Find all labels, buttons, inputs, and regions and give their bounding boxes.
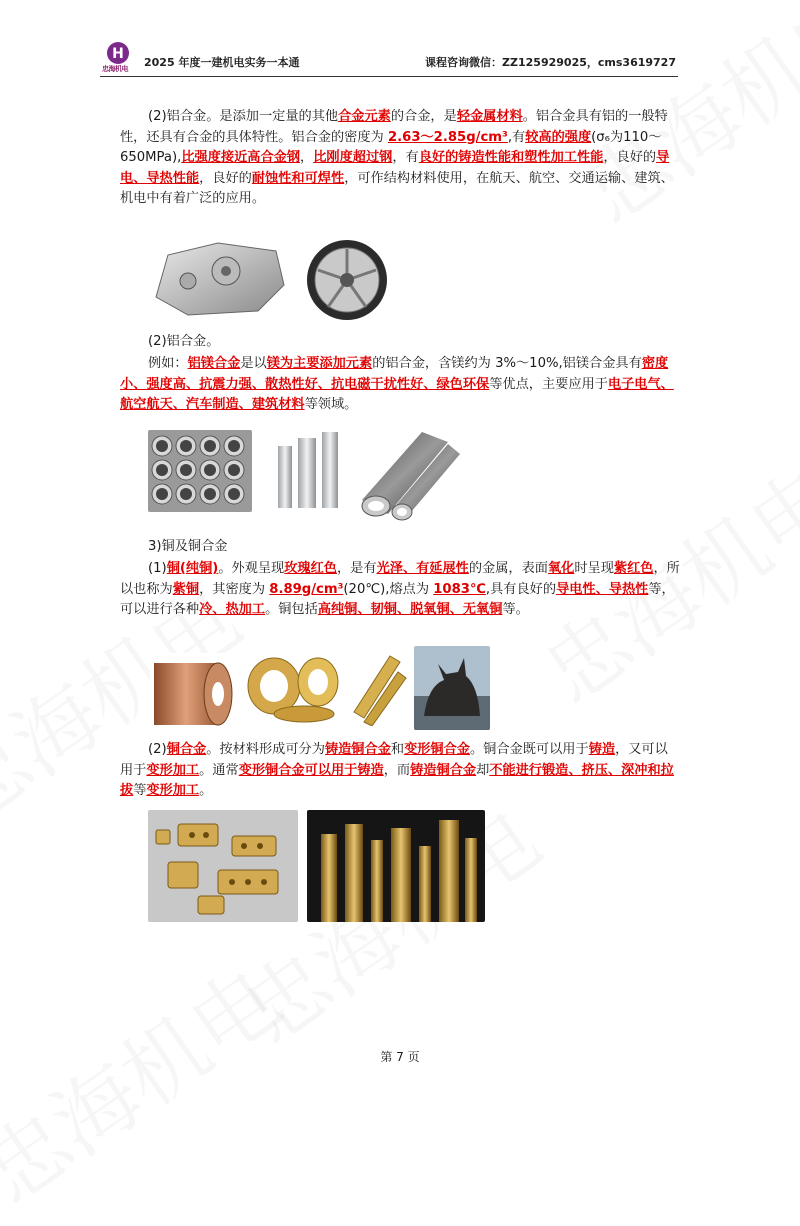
text-run: (σ₆为110～650MPa), bbox=[120, 129, 662, 165]
section-heading-copper: 3)铜及铜合金 bbox=[148, 539, 228, 554]
logo-text: 忠海机电 bbox=[102, 65, 128, 73]
metal-tubes-image bbox=[352, 430, 464, 522]
text-run: 的金属，表面 bbox=[468, 561, 548, 576]
highlighted-term: 8.89g/cm³ bbox=[269, 581, 344, 597]
text-run: ，良好的 bbox=[199, 170, 252, 186]
text-run: 却 bbox=[476, 762, 490, 778]
text-run: 。铜合金既可以用于 bbox=[470, 742, 589, 757]
highlighted-term: 变形加工 bbox=[146, 783, 200, 798]
highlighted-term: 铝镁合金 bbox=[187, 356, 241, 371]
highlighted-term: 铸造 bbox=[588, 742, 616, 757]
highlighted-term: 较高的强度 bbox=[525, 129, 592, 145]
highlighted-term: 电子电气、航空航天、汽车制造、建筑材料 bbox=[120, 376, 674, 412]
text-run: 等优点，主要应用于 bbox=[489, 376, 608, 392]
paragraph-aluminum-alloy bbox=[120, 107, 680, 210]
text-run: 例如： bbox=[148, 356, 188, 371]
highlighted-term: 导电、导热性能 bbox=[120, 150, 670, 186]
text-run: (20℃),熔点为 bbox=[343, 581, 434, 597]
bronze-bull-statue-image bbox=[414, 646, 490, 730]
copper-foil-roll-image bbox=[150, 653, 238, 731]
highlighted-term: 冷、热加工 bbox=[199, 602, 266, 617]
text-run: 。通常 bbox=[199, 762, 239, 778]
highlighted-term: 镁为主要添加元素 bbox=[266, 356, 373, 371]
paragraph-pure-copper bbox=[120, 559, 680, 621]
alloy-wheel-image bbox=[304, 237, 390, 323]
highlighted-term: 变形铜合金 bbox=[404, 742, 470, 757]
text-run: ，有 bbox=[392, 150, 419, 165]
highlighted-term: 氧化 bbox=[548, 561, 575, 576]
brass-fittings-image bbox=[148, 810, 298, 922]
text-run: 等 bbox=[133, 783, 147, 798]
text-run: ，良好的 bbox=[603, 150, 657, 165]
highlighted-term: 紫铜 bbox=[172, 581, 200, 597]
text-run: ,具有良好的 bbox=[485, 581, 557, 597]
highlighted-term: 铸造铜合金 bbox=[324, 742, 391, 757]
aluminum-tubes-stack-image bbox=[148, 430, 252, 512]
text-run: (2)铝合金。是添加一定量的其他 bbox=[148, 109, 339, 124]
brass-bars-image bbox=[350, 652, 408, 726]
text-run: 。按材料形成可分为 bbox=[206, 742, 325, 757]
paragraph-aluminum-magnesium bbox=[120, 354, 680, 416]
highlighted-term: 变形铜合金可以用于铸造 bbox=[238, 762, 384, 778]
text-run: 是以 bbox=[240, 356, 267, 371]
text-run: ,有 bbox=[507, 129, 526, 145]
text-run: 时呈现 bbox=[574, 561, 614, 576]
text-run: 。铝合金具有铝的一般特性，还具有合金的具体特性。铝合金的密度为 bbox=[120, 109, 668, 145]
text-run: ，所以也称为 bbox=[120, 561, 680, 597]
header-title: 2025 年度一建机电实务一本通 bbox=[144, 56, 300, 69]
highlighted-term: 良好的铸造性能和塑性加工性能 bbox=[418, 150, 604, 165]
text-run: ，又可以用于 bbox=[120, 742, 668, 778]
text-run: 。外观呈现 bbox=[218, 561, 285, 576]
highlighted-term: 导电性、导热性 bbox=[556, 581, 649, 597]
text-run: ，可作结构材料使用，在航天、航空、交通运输、建筑、机电中有着广泛的应用。 bbox=[120, 170, 674, 206]
paragraph-copper-alloy bbox=[120, 740, 680, 802]
text-run: 等，可以进行各种 bbox=[120, 581, 675, 617]
text-run: (2) bbox=[148, 742, 167, 757]
svg-text:H: H bbox=[112, 46, 124, 62]
brass-rings-image bbox=[244, 652, 342, 726]
highlighted-term: 铸造铜合金 bbox=[410, 762, 477, 778]
text-run: 的合金，是 bbox=[390, 109, 457, 124]
highlighted-term: 紫红色 bbox=[613, 561, 654, 576]
highlighted-term: 高纯铜、韧铜、脱氧铜、无氧铜 bbox=[317, 602, 503, 617]
highlighted-term: 光泽、有延展性 bbox=[376, 561, 469, 576]
text-run: ，而 bbox=[383, 762, 411, 778]
text-run: 。 bbox=[199, 783, 213, 798]
watermark bbox=[0, 935, 300, 1226]
highlighted-term: 轻金属材料 bbox=[456, 109, 523, 124]
text-run: (1) bbox=[148, 561, 167, 576]
text-run: ，是有 bbox=[337, 561, 377, 576]
brass-rods-image bbox=[307, 810, 485, 922]
highlighted-term: 比刚度超过钢 bbox=[313, 150, 393, 165]
section-heading-aluminum: (2)铝合金。 bbox=[148, 334, 220, 349]
highlighted-term: 比强度接近高合金钢 bbox=[181, 150, 301, 165]
highlighted-term: 铜合金 bbox=[166, 742, 207, 757]
text-run: 。铜包括 bbox=[265, 602, 318, 617]
highlighted-term: 2.63～2.85g/cm³ bbox=[387, 129, 508, 145]
text-run: 和 bbox=[390, 742, 405, 757]
highlighted-term: 合金元素 bbox=[338, 109, 391, 124]
highlighted-term: 1083℃ bbox=[433, 581, 486, 597]
aluminum-pipes-image bbox=[272, 430, 344, 512]
text-run: ， bbox=[300, 150, 314, 165]
highlighted-term: 不能进行锻造、挤压、深冲和拉拔 bbox=[120, 762, 674, 798]
text-run: 等领域。 bbox=[304, 397, 358, 412]
highlighted-term: 铜(纯铜) bbox=[166, 561, 219, 576]
highlighted-term: 密度小、强度高、抗震力强、散热性好、抗电磁干扰性好、绿色环保 bbox=[120, 356, 669, 392]
header-contact: 课程咨询微信：ZZ125929025，cms3619727 bbox=[425, 56, 676, 69]
page-header bbox=[100, 40, 678, 77]
highlighted-term: 耐蚀性和可焊性 bbox=[251, 170, 345, 186]
highlighted-term: 变形加工 bbox=[146, 762, 200, 778]
text-run: 等。 bbox=[502, 602, 529, 617]
text-run: 的铝合金，含镁约为 3%～10%,铝镁合金具有 bbox=[372, 356, 642, 371]
page-number: 第 7 页 bbox=[380, 1050, 420, 1064]
text-run: ，其密度为 bbox=[199, 581, 270, 597]
highlighted-term: 玫瑰红色 bbox=[284, 561, 337, 576]
aluminum-gearbox-image bbox=[148, 237, 290, 319]
